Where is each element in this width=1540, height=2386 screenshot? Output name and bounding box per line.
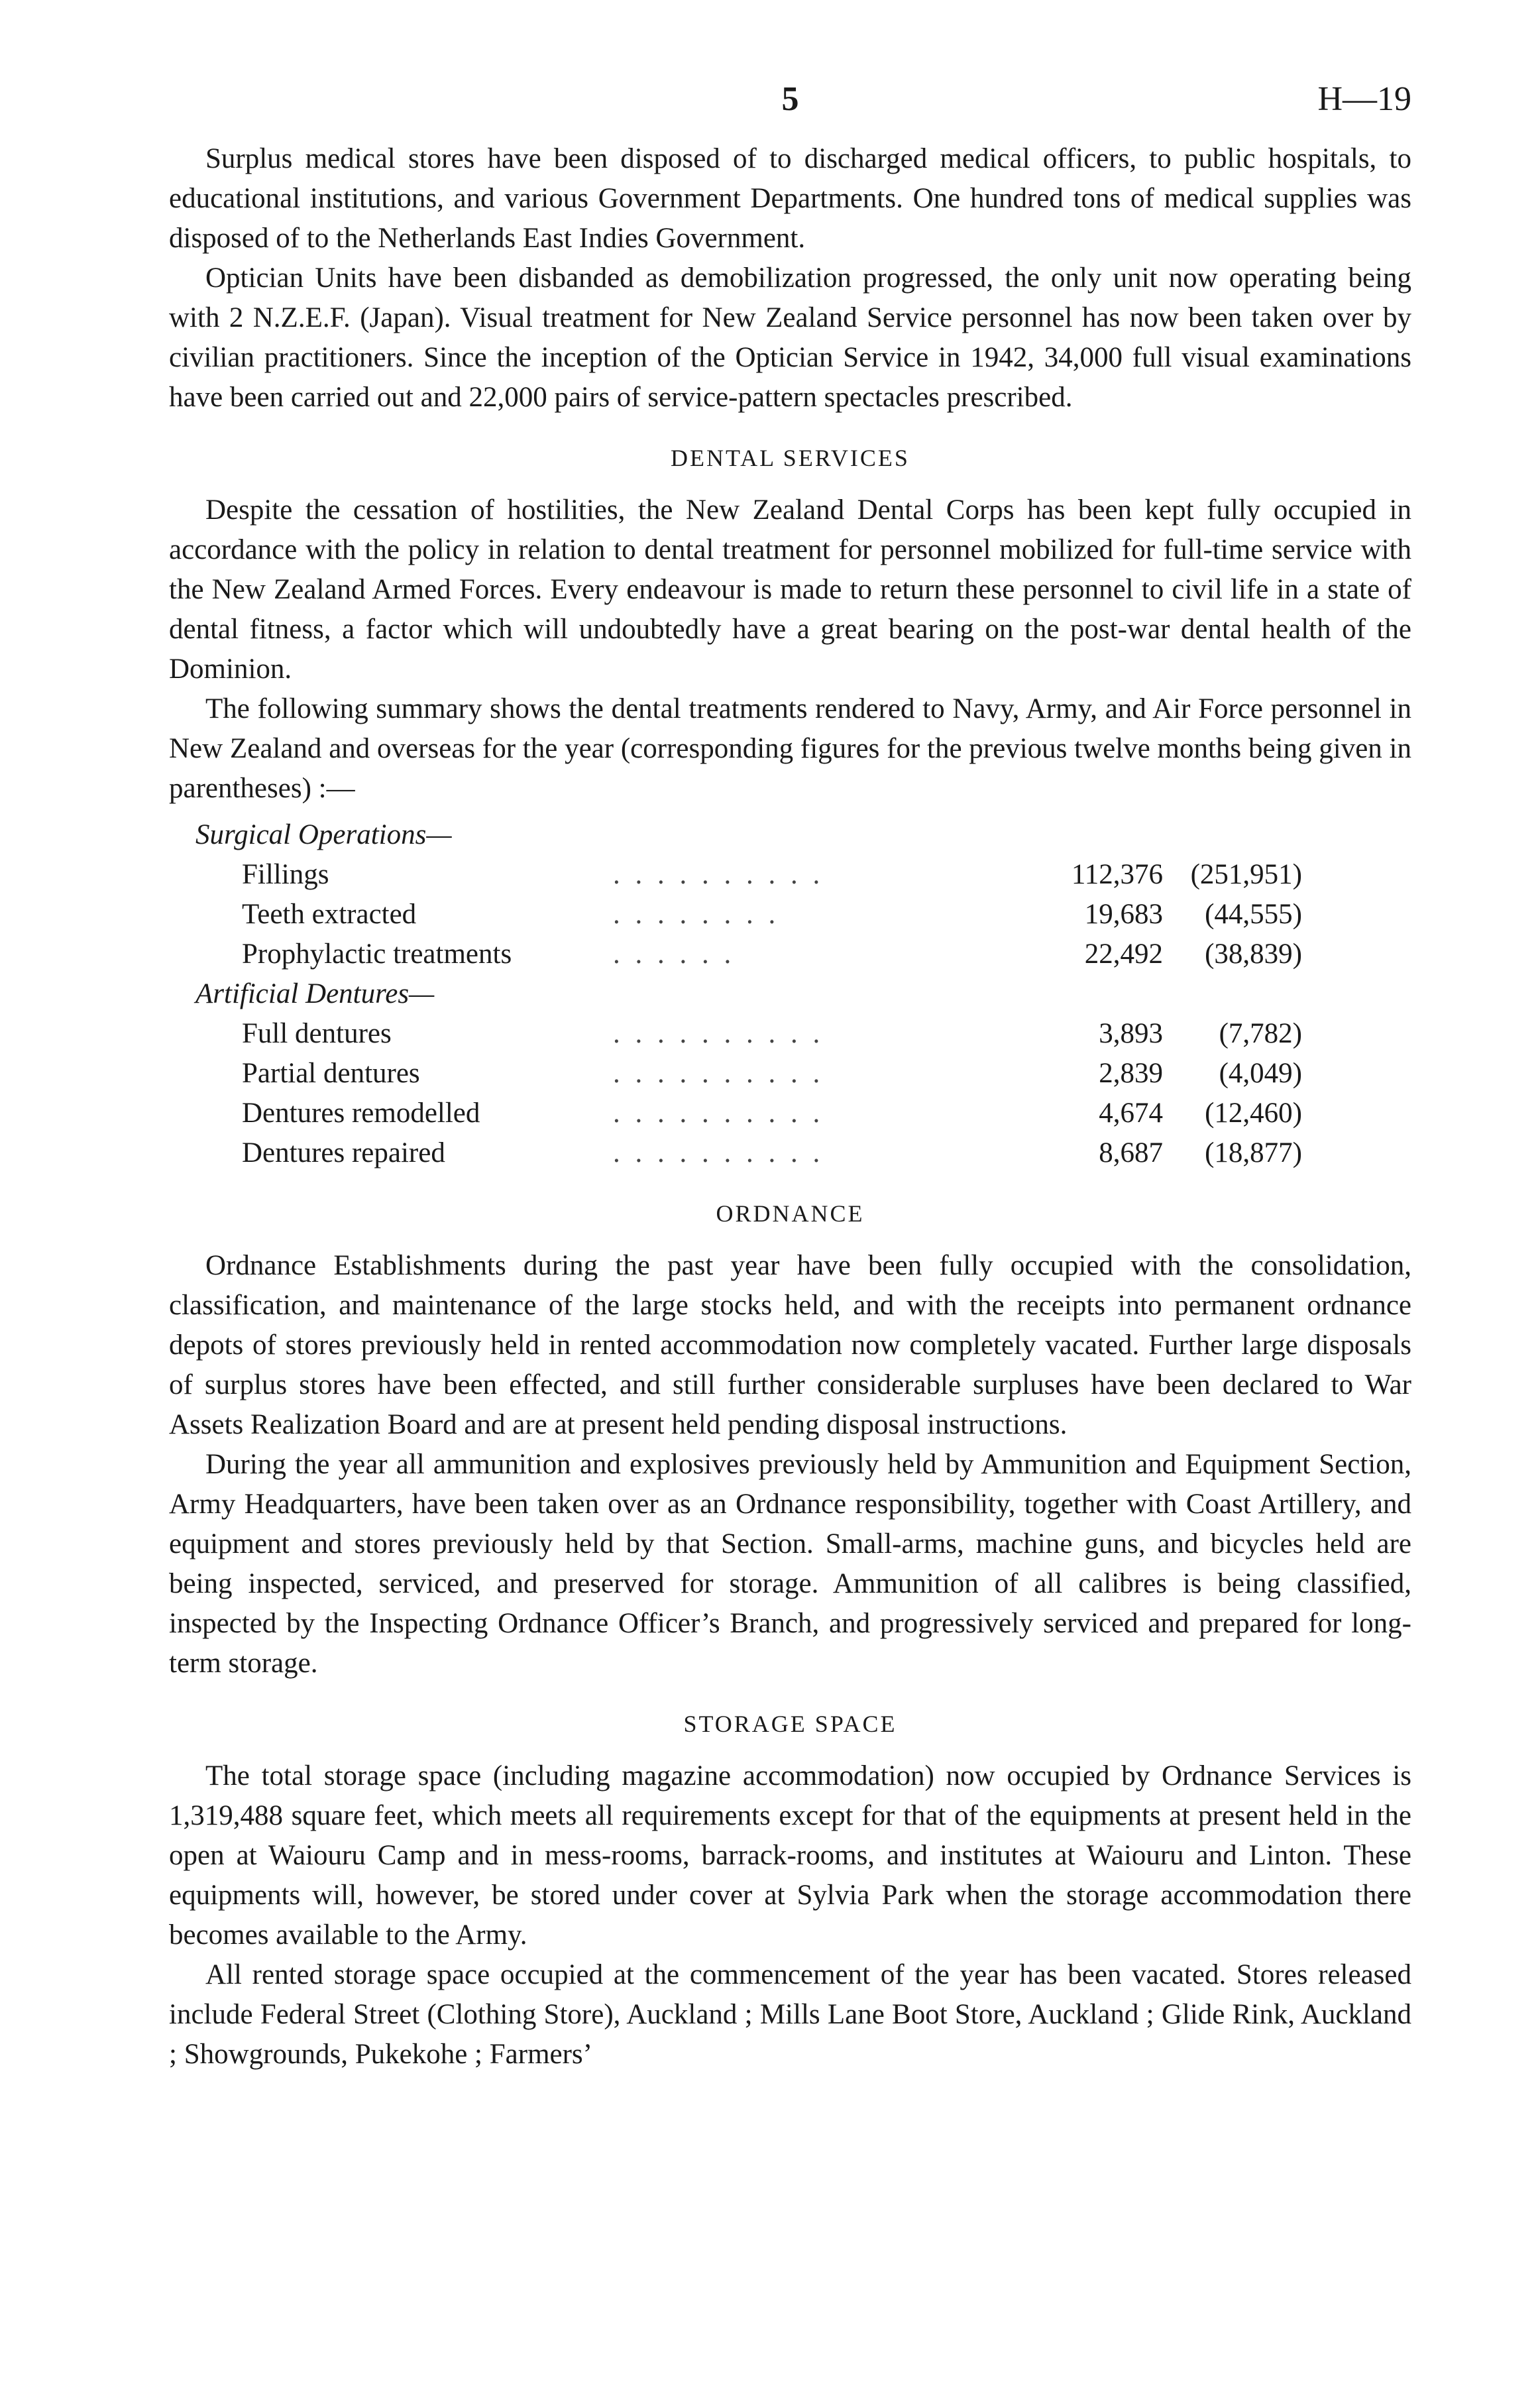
paragraph-optician-units: Optician Units have been disbanded as demobilization progressed, the only unit now operating being with 2 N.Z.E.F. (Japan). Visual treatment for New Zealand Service personnel has now been taken over by civilian practitioners. Since the inception of the Optician Service in 1942, 34,000 full visual examinations have been carried out and 22,000 pairs of service-pattern spectacles prescribed.: [169, 262, 1411, 413]
page-header: [169, 80, 1411, 139]
section-heading-storage-space: STORAGE SPACE: [683, 1711, 897, 1737]
item-label: Fillings: [242, 859, 329, 890]
summary-group-row: [195, 815, 1302, 855]
item-label: Teeth extracted: [242, 899, 417, 930]
item-value: 22,492: [1084, 938, 1163, 970]
paragraph-medical-stores: Surplus medical stores have been disposed of to discharged medical officers, to public hospitals, to educational institutions, and various Government Departments. One hundred tons of medical supplies was disposed of to the Netherlands East Indies Government.: [169, 143, 1411, 254]
group-title-artificial-dentures: Artificial Dentures—: [195, 978, 435, 1009]
item-value: 8,687: [1099, 1137, 1163, 1168]
paragraph-ordnance-establishments: Ordnance Establishments during the past year have been fully occupied with the consolidation, classification, and maintenance of the large stocks held, and with the receipts into permanent ordnance depots of stores previously held in rented accommodation now completely vacated. Further large disposals of surplus stores have been effected, and still further considerable surpluses have been declared to War Assets Realization Board and are at present held pending disposal instructions.: [169, 1250, 1411, 1440]
item-value: 2,839: [1099, 1058, 1163, 1089]
table-row: [195, 855, 1302, 895]
dental-treatment-summary-table: [195, 815, 1302, 1173]
dot-leaders: . . . . . . . .: [613, 899, 780, 930]
table-row: [195, 1014, 1302, 1054]
section-heading-ordnance: ORDNANCE: [716, 1200, 865, 1227]
item-previous-value: (251,951): [1190, 859, 1302, 890]
page-number: 5: [781, 80, 799, 118]
dot-leaders: . . . . . . . . . .: [613, 1058, 824, 1089]
table-row: [195, 1133, 1302, 1173]
dot-leaders: . . . . . . . . . .: [613, 1098, 824, 1129]
paragraph-rented-storage: All rented storage space occupied at the commencement of the year has been vacated. Stores released include Federal Street (Clothing Store), Auckland ; Mills Lane Boot Store, Auckland ; Glide Rink, Auckland ; Showgrounds, Pukekohe ; Farmers’: [169, 1959, 1411, 2070]
summary-group-row: [195, 974, 1302, 1014]
table-row: [195, 935, 1302, 974]
item-label: Partial dentures: [242, 1058, 420, 1089]
dot-leaders: . . . . . . . . . .: [613, 1018, 824, 1049]
dot-leaders: . . . . . .: [613, 938, 736, 970]
table-row: [195, 1054, 1302, 1094]
document-reference: H—19: [1317, 80, 1411, 118]
item-label: Prophylactic treatments: [242, 938, 512, 970]
paragraph-ammunition-explosives: During the year all ammunition and explosives previously held by Ammunition and Equipment Section, Army Headquarters, have been taken over as an Ordnance responsibility, together with Coast Artillery, and equipment and stores previously held by that Section. Small-arms, machine guns, and bicycles held are being inspected, serviced, and preserved for storage. Ammunition of all calibres is being classified, inspected by the Inspecting Ordnance Officer’s Branch, and progressively serviced and prepared for long-term storage.: [169, 1449, 1411, 1679]
item-previous-value: (4,049): [1219, 1058, 1302, 1089]
item-value: 19,683: [1084, 899, 1163, 930]
item-previous-value: (38,839): [1205, 938, 1302, 970]
item-value: 112,376: [1071, 859, 1163, 890]
item-label: Dentures remodelled: [242, 1098, 480, 1129]
paragraph-total-storage: The total storage space (including magazine accommodation) now occupied by Ordnance Services is 1,319,488 square feet, which meets all requirements except for that of the equipments at present held in the open at Waiouru Camp and in mess-rooms, barrack-rooms, and institutes at Waiouru and Linton. These equipments will, however, be stored under cover at Sylvia Park when the storage accommodation there becomes available to the Army.: [169, 1760, 1411, 1951]
paragraph-dental-corps: Despite the cessation of hostilities, the New Zealand Dental Corps has been kept fully occupied in accordance with the policy in relation to dental treatment for personnel mobilized for full-time service with the New Zealand Armed Forces. Every endeavour is made to return these personnel to civil life in a state of dental fitness, a factor which will undoubtedly have a great bearing on the post-war dental health of the Dominion.: [169, 494, 1411, 685]
paragraph-dental-summary-intro: The following summary shows the dental treatments rendered to Navy, Army, and Air Force personnel in New Zealand and overseas for the year (corresponding figures for the previous twelve months being given in parentheses) :—: [169, 693, 1411, 804]
item-label: Dentures repaired: [242, 1137, 445, 1168]
item-previous-value: (44,555): [1205, 899, 1302, 930]
document-page: [169, 80, 1411, 2074]
dot-leaders: . . . . . . . . . .: [613, 1137, 824, 1168]
item-previous-value: (18,877): [1205, 1137, 1302, 1168]
group-title-surgical-operations: Surgical Operations—: [195, 819, 452, 850]
section-heading-dental: DENTAL SERVICES: [671, 445, 910, 471]
dot-leaders: . . . . . . . . . .: [613, 859, 824, 890]
table-row: [195, 895, 1302, 935]
item-previous-value: (12,460): [1205, 1098, 1302, 1129]
table-row: [195, 1094, 1302, 1133]
item-label: Full dentures: [242, 1018, 392, 1049]
item-value: 4,674: [1099, 1098, 1163, 1129]
item-value: 3,893: [1099, 1018, 1163, 1049]
item-previous-value: (7,782): [1219, 1018, 1302, 1049]
